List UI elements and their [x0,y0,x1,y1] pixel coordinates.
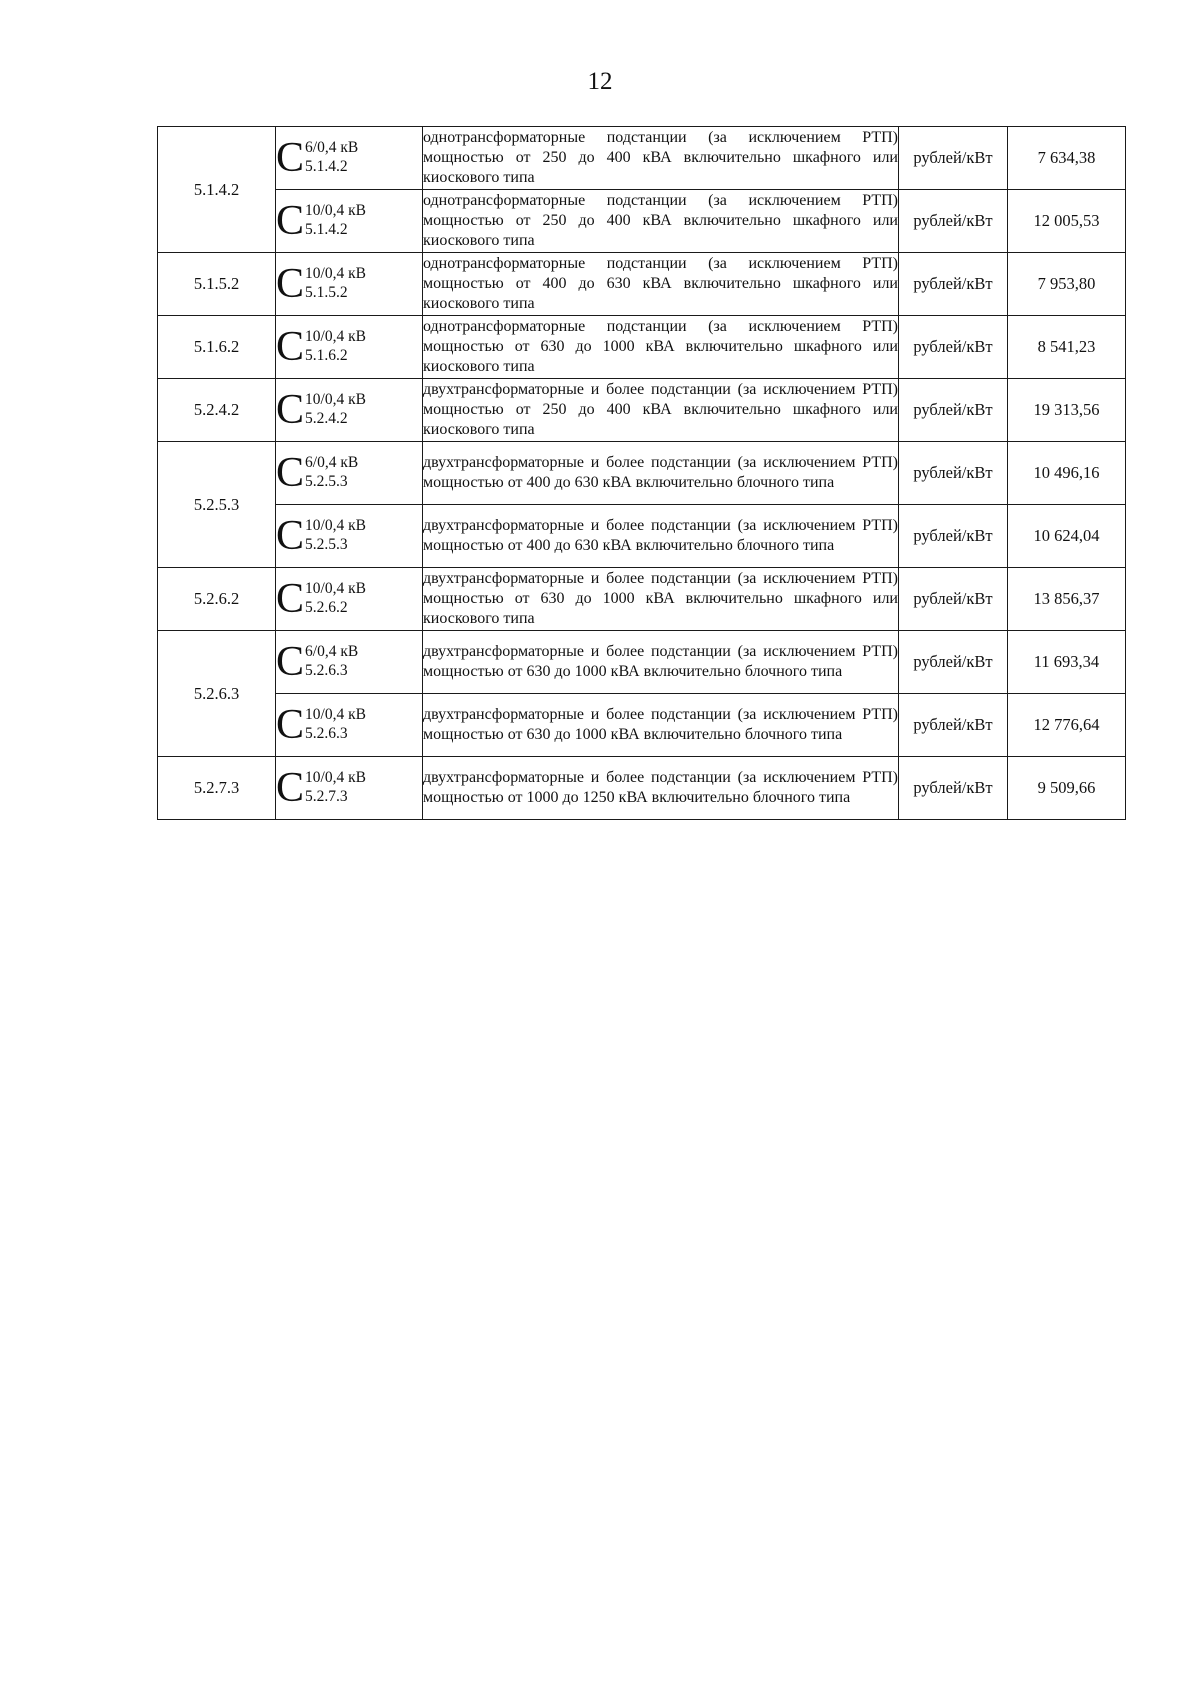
rate-symbol-letter: C [276,135,305,181]
item-code: 5.1.5.2 [158,253,276,316]
substation-description: двухтрансформаторные и более подстанции (за исключением РТП) мощностью от 630 до 1000 кВА включительно блочного типа [423,631,899,694]
rate-value: 12 776,64 [1008,694,1126,757]
rate-symbol-cell [276,505,423,568]
rate-symbol-index: 5.1.4.2 [305,220,348,238]
rate-symbol-letter: C [276,450,305,496]
unit: рублей/кВт [899,253,1008,316]
substation-description: двухтрансформаторные и более подстанции (за исключением РТП) мощностью от 400 до 630 кВА включительно блочного типа [423,505,899,568]
unit: рублей/кВт [899,316,1008,379]
rate-symbol-voltage: 10/0,4 кВ [305,201,366,219]
substation-description: двухтрансформаторные и более подстанции (за исключением РТП) мощностью от 630 до 1000 кВА включительно блочного типа [423,694,899,757]
rate-symbol-letter: C [276,765,305,811]
rate-value: 10 496,16 [1008,442,1126,505]
rate-symbol-voltage: 6/0,4 кВ [305,138,359,156]
item-code: 5.1.6.2 [158,316,276,379]
table-row [158,631,1126,694]
rate-symbol-cell [276,190,423,253]
unit: рублей/кВт [899,127,1008,190]
rate-symbol-letter: C [276,324,305,370]
rate-value: 10 624,04 [1008,505,1126,568]
rate-symbol-cell [276,694,423,757]
rate-symbol-letter: C [276,513,305,559]
unit: рублей/кВт [899,631,1008,694]
unit: рублей/кВт [899,379,1008,442]
rate-value: 8 541,23 [1008,316,1126,379]
rate-symbol-cell [276,127,423,190]
rate-value: 13 856,37 [1008,568,1126,631]
rate-symbol [276,326,366,368]
rate-symbol-voltage: 10/0,4 кВ [305,390,366,408]
table-row [158,253,1126,316]
rate-symbol-index: 5.2.4.2 [305,409,348,427]
rate-symbol [276,452,358,494]
rate-symbol-cell [276,568,423,631]
substation-description: двухтрансформаторные и более подстанции (за исключением РТП) мощностью от 250 до 400 кВА включительно шкафного или киоскового типа [423,379,899,442]
rate-symbol-voltage: 10/0,4 кВ [305,327,366,345]
rate-symbol-cell [276,442,423,505]
substation-description: двухтрансформаторные и более подстанции (за исключением РТП) мощностью от 630 до 1000 кВА включительно шкафного или киоскового типа [423,568,899,631]
table-row [158,694,1126,757]
substation-description: однотрансформаторные подстанции (за исключением РТП) мощностью от 250 до 400 кВА включительно шкафного или киоскового типа [423,127,899,190]
rate-symbol [276,515,366,557]
unit: рублей/кВт [899,190,1008,253]
rate-symbol-voltage: 10/0,4 кВ [305,705,366,723]
rate-symbol [276,137,358,179]
rate-value: 11 693,34 [1008,631,1126,694]
rate-symbol-index: 5.2.6.3 [305,661,348,679]
item-code: 5.1.4.2 [158,127,276,253]
table-row [158,568,1126,631]
rate-symbol-index: 5.2.6.2 [305,598,348,616]
rate-symbol-index: 5.1.6.2 [305,346,348,364]
unit: рублей/кВт [899,757,1008,820]
rate-symbol-voltage: 10/0,4 кВ [305,579,366,597]
rate-symbol [276,200,366,242]
rate-symbol-voltage: 6/0,4 кВ [305,453,359,471]
rate-symbol-letter: C [276,198,305,244]
item-code: 5.2.5.3 [158,442,276,568]
rate-symbol-cell [276,631,423,694]
substation-description: однотрансформаторные подстанции (за исключением РТП) мощностью от 400 до 630 кВА включительно шкафного или киоскового типа [423,253,899,316]
table-row [158,127,1126,190]
rate-symbol-index: 5.2.6.3 [305,724,348,742]
rate-symbol-cell [276,379,423,442]
unit: рублей/кВт [899,505,1008,568]
item-code: 5.2.6.2 [158,568,276,631]
rate-symbol [276,641,358,683]
rate-value: 7 634,38 [1008,127,1126,190]
table-row [158,379,1126,442]
rate-symbol-letter: C [276,261,305,307]
rate-symbol-letter: C [276,639,305,685]
rate-value: 9 509,66 [1008,757,1126,820]
unit: рублей/кВт [899,442,1008,505]
rate-symbol [276,767,366,809]
unit: рублей/кВт [899,694,1008,757]
rate-symbol-index: 5.1.4.2 [305,157,348,175]
substation-description: однотрансформаторные подстанции (за исключением РТП) мощностью от 250 до 400 кВА включительно шкафного или киоскового типа [423,190,899,253]
rate-symbol [276,704,366,746]
substation-description: двухтрансформаторные и более подстанции (за исключением РТП) мощностью от 1000 до 1250 кВА включительно блочного типа [423,757,899,820]
rate-symbol-voltage: 10/0,4 кВ [305,768,366,786]
rate-symbol-cell [276,316,423,379]
rate-symbol-letter: C [276,387,305,433]
table-row [158,190,1126,253]
rate-symbol-letter: C [276,576,305,622]
table-row [158,757,1126,820]
tariff-table [157,126,1126,820]
rate-value: 19 313,56 [1008,379,1126,442]
item-code: 5.2.6.3 [158,631,276,757]
table-row [158,505,1126,568]
unit: рублей/кВт [899,568,1008,631]
rate-symbol-voltage: 6/0,4 кВ [305,642,359,660]
rate-symbol-voltage: 10/0,4 кВ [305,264,366,282]
rate-symbol-cell [276,253,423,316]
rate-symbol-index: 5.1.5.2 [305,283,348,301]
rate-value: 7 953,80 [1008,253,1126,316]
tariff-table-body [158,127,1126,820]
rate-symbol-letter: C [276,702,305,748]
substation-description: двухтрансформаторные и более подстанции (за исключением РТП) мощностью от 400 до 630 кВА включительно блочного типа [423,442,899,505]
rate-symbol-cell [276,757,423,820]
item-code: 5.2.4.2 [158,379,276,442]
rate-symbol-index: 5.2.5.3 [305,535,348,553]
item-code: 5.2.7.3 [158,757,276,820]
substation-description: однотрансформаторные подстанции (за исключением РТП) мощностью от 630 до 1000 кВА включительно шкафного или киоскового типа [423,316,899,379]
rate-symbol [276,578,366,620]
rate-symbol-index: 5.2.7.3 [305,787,348,805]
page-number: 12 [587,68,613,95]
rate-symbol [276,389,366,431]
table-row [158,442,1126,505]
table-row [158,316,1126,379]
rate-symbol-index: 5.2.5.3 [305,472,348,490]
rate-value: 12 005,53 [1008,190,1126,253]
rate-symbol [276,263,366,305]
rate-symbol-voltage: 10/0,4 кВ [305,516,366,534]
